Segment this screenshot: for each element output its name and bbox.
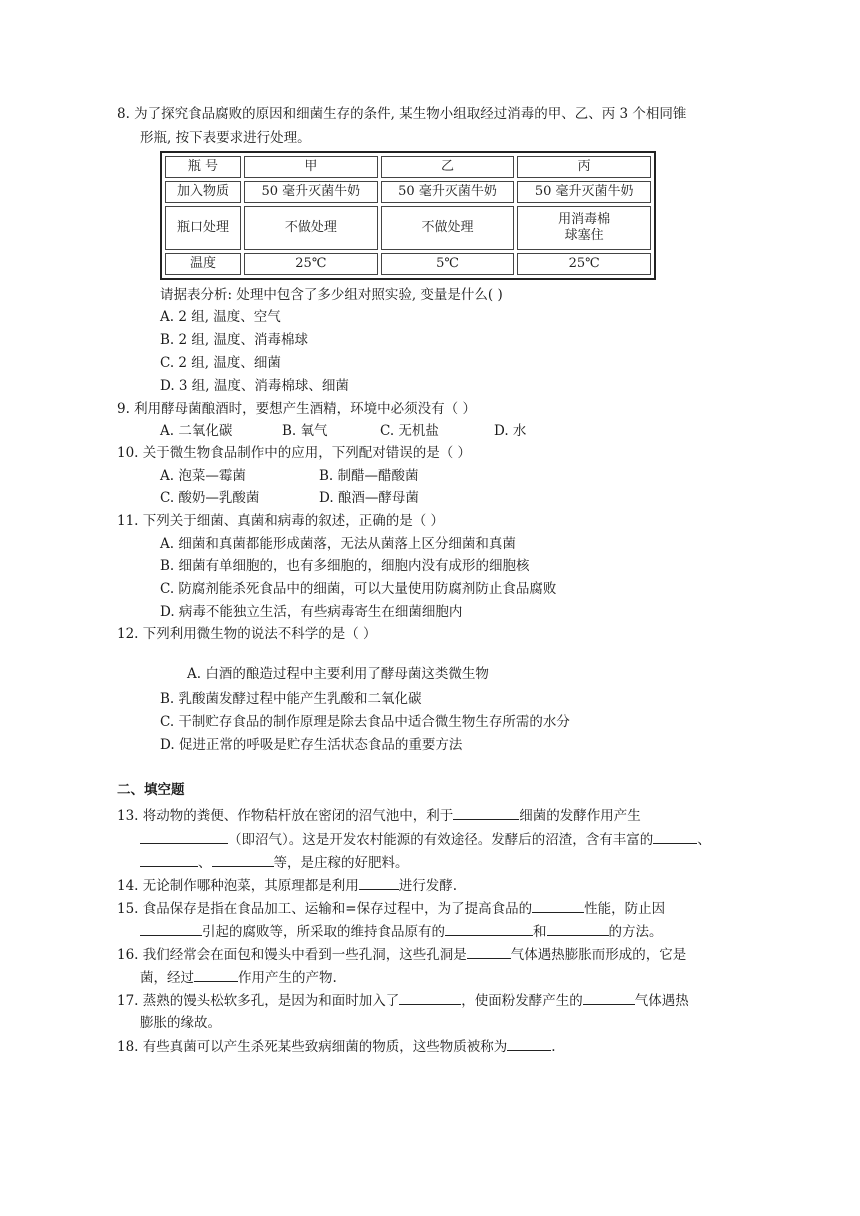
q8-stem-line1: 8. 为了探究食品腐败的原因和细菌生存的条件, 某生物小组取经过消毒的甲、乙、丙 3 个相同锥 <box>117 106 687 122</box>
q13-line1 <box>117 805 641 826</box>
q13-line3 <box>140 852 409 873</box>
q16-text-a: 16. 我们经常会在面包和馒头中看到一些孔洞，这些孔洞是 <box>117 947 467 963</box>
q8-table <box>160 151 656 280</box>
q8-option-c: C. 2 组, 温度、细菌 <box>160 355 281 371</box>
q13-text-d: 、 <box>697 832 711 848</box>
q17-text-a: 17. 蒸熟的馒头松软多孔，是因为和面时加入了 <box>117 993 400 1009</box>
q16-text-b: 气体遇热膨胀而形成的，它是 <box>510 947 687 963</box>
q18-text-b: . <box>551 1039 556 1055</box>
table-header-row <box>165 156 651 178</box>
table-cell: 50 毫升灭菌牛奶 <box>244 181 378 203</box>
q10-option-a: A. 泡菜—霉菌 <box>160 468 246 484</box>
q18-line <box>117 1036 556 1057</box>
q13-blank-1[interactable] <box>453 805 519 820</box>
q13-blank-5[interactable] <box>212 852 274 867</box>
q8-prompt: 请据表分析: 处理中包含了多少组对照实验, 变量是什么( ) <box>160 287 503 303</box>
q14-blank-1[interactable] <box>359 875 399 890</box>
table-cell: 乙 <box>381 156 515 178</box>
q11-option-b: B. 细菌有单细胞的，也有多细胞的，细胞内没有成形的细胞核 <box>160 558 530 574</box>
q14-text-b: 进行发酵. <box>398 878 458 894</box>
q12-option-b: B. 乳酸菌发酵过程中能产生乳酸和二氧化碳 <box>160 691 422 707</box>
q13-blank-4[interactable] <box>140 852 198 867</box>
q13-text-a: 13. 将动物的粪便、作物秸杆放在密闭的沼气池中，利于 <box>117 808 454 824</box>
q12-option-a: A. 白酒的酿造过程中主要利用了酵母菌这类微生物 <box>187 666 489 682</box>
q12-stem: 12. 下列利用微生物的说法不科学的是（ ） <box>117 626 377 642</box>
q17-line2: 膨胀的缘故。 <box>140 1015 221 1031</box>
q15-text-b: 性能，防止因 <box>584 901 666 917</box>
q15-blank-2[interactable] <box>140 921 202 936</box>
table-cell: 瓶口处理 <box>165 206 241 250</box>
q11-stem: 11. 下列关于细菌、真菌和病毒的叙述，正确的是（ ） <box>117 513 445 529</box>
q16-line1 <box>117 944 686 965</box>
q14-line <box>117 875 457 896</box>
table-cell: 温度 <box>165 253 241 275</box>
q13-text-c: （即沼气）。这是开发农村能源的有效途径。发酵后的沼渣，含有丰富的 <box>228 832 654 848</box>
q10-option-c: C. 酸奶—乳酸菌 <box>160 490 260 506</box>
section-title-fill-in: 二、填空题 <box>117 782 185 798</box>
table-cell: 瓶 号 <box>165 156 241 178</box>
q15-blank-1[interactable] <box>532 898 584 913</box>
table-cell: 不做处理 <box>381 206 515 250</box>
q15-text-a: 15. 食品保存是指在食品加工、运输和=保存过程中，为了提高食品的 <box>117 901 533 917</box>
q17-line1 <box>117 990 689 1011</box>
table-cell: 加入物质 <box>165 181 241 203</box>
q10-stem: 10. 关于微生物食品制作中的应用，下列配对错误的是（ ） <box>117 445 472 461</box>
table-cell: 丙 <box>517 156 651 178</box>
q14-text-a: 14. 无论制作哪种泡菜，其原理都是利用 <box>117 878 359 894</box>
q15-blank-3[interactable] <box>445 921 533 936</box>
table-cell: 5℃ <box>381 253 515 275</box>
q9-stem: 9. 利用酵母菌酿酒时，要想产生酒精，环境中必须没有（ ） <box>117 401 476 417</box>
table-cell: 甲 <box>244 156 378 178</box>
table-cell: 用消毒棉 球塞住 <box>517 206 651 250</box>
q15-text-d: 和 <box>533 924 547 940</box>
q10-option-d: D. 酿酒—酵母菌 <box>319 490 419 506</box>
q9-option-a: A. 二氧化碳 <box>160 423 233 439</box>
q13-line2 <box>140 829 711 850</box>
table-cell: 50 毫升灭菌牛奶 <box>517 181 651 203</box>
q17-blank-1[interactable] <box>399 990 461 1005</box>
q12-option-c: C. 干制贮存食品的制作原理是除去食品中适合微生物生存所需的水分 <box>160 714 570 730</box>
q8-option-d: D. 3 组, 温度、消毒棉球、细菌 <box>160 378 349 394</box>
q13-blank-3[interactable] <box>653 829 697 844</box>
q13-blank-2[interactable] <box>140 829 228 844</box>
q18-blank-1[interactable] <box>507 1036 551 1051</box>
q16-text-d: 作用产生的产物. <box>238 970 337 986</box>
q16-text-c: 菌，经过 <box>140 970 194 986</box>
q9-option-d: D. 水 <box>494 423 527 439</box>
table-row <box>165 253 651 275</box>
table-row <box>165 181 651 203</box>
q16-blank-1[interactable] <box>467 944 511 959</box>
table-cell: 25℃ <box>517 253 651 275</box>
q15-text-c: 引起的腐败等，所采取的维持食品原有的 <box>202 924 445 940</box>
q13-text-b: 细菌的发酵作用产生 <box>519 808 641 824</box>
table-row <box>165 206 651 250</box>
q9-option-b: B. 氧气 <box>282 423 328 439</box>
q17-blank-2[interactable] <box>583 990 635 1005</box>
q16-blank-2[interactable] <box>194 967 238 982</box>
table-cell: 25℃ <box>244 253 378 275</box>
q8-option-b: B. 2 组, 温度、消毒棉球 <box>160 332 308 348</box>
q12-option-d: D. 促进正常的呼吸是贮存生活状态食品的重要方法 <box>160 737 463 753</box>
q9-option-c: C. 无机盐 <box>380 423 439 439</box>
q15-text-e: 的方法。 <box>608 924 663 940</box>
q13-text-f: 等，是庄稼的好肥料。 <box>273 855 409 871</box>
q11-option-a: A. 细菌和真菌都能形成菌落，无法从菌落上区分细菌和真菌 <box>160 536 516 552</box>
q15-line1 <box>117 898 665 919</box>
q18-text-a: 18. 有些真菌可以产生杀死某些致病细菌的物质，这些物质被称为 <box>117 1039 508 1055</box>
q17-text-c: 气体遇热 <box>634 993 689 1009</box>
q8-stem-line2: 形瓶, 按下表要求进行处理。 <box>140 130 311 146</box>
table-cell: 50 毫升灭菌牛奶 <box>381 181 515 203</box>
q13-text-e: 、 <box>198 855 212 871</box>
q11-option-c: C. 防腐剂能杀死食品中的细菌，可以大量使用防腐剂防止食品腐败 <box>160 581 557 597</box>
table-cell: 不做处理 <box>244 206 378 250</box>
q15-line2 <box>140 921 663 942</box>
q8-option-a: A. 2 组, 温度、空气 <box>160 309 281 325</box>
q10-option-b: B. 制醋—醋酸菌 <box>319 468 419 484</box>
q16-line2 <box>140 967 337 988</box>
q11-option-d: D. 病毒不能独立生活，有些病毒寄生在细菌细胞内 <box>160 604 463 620</box>
q17-text-b: ，使面粉发酵产生的 <box>461 993 583 1009</box>
q15-blank-4[interactable] <box>547 921 609 936</box>
